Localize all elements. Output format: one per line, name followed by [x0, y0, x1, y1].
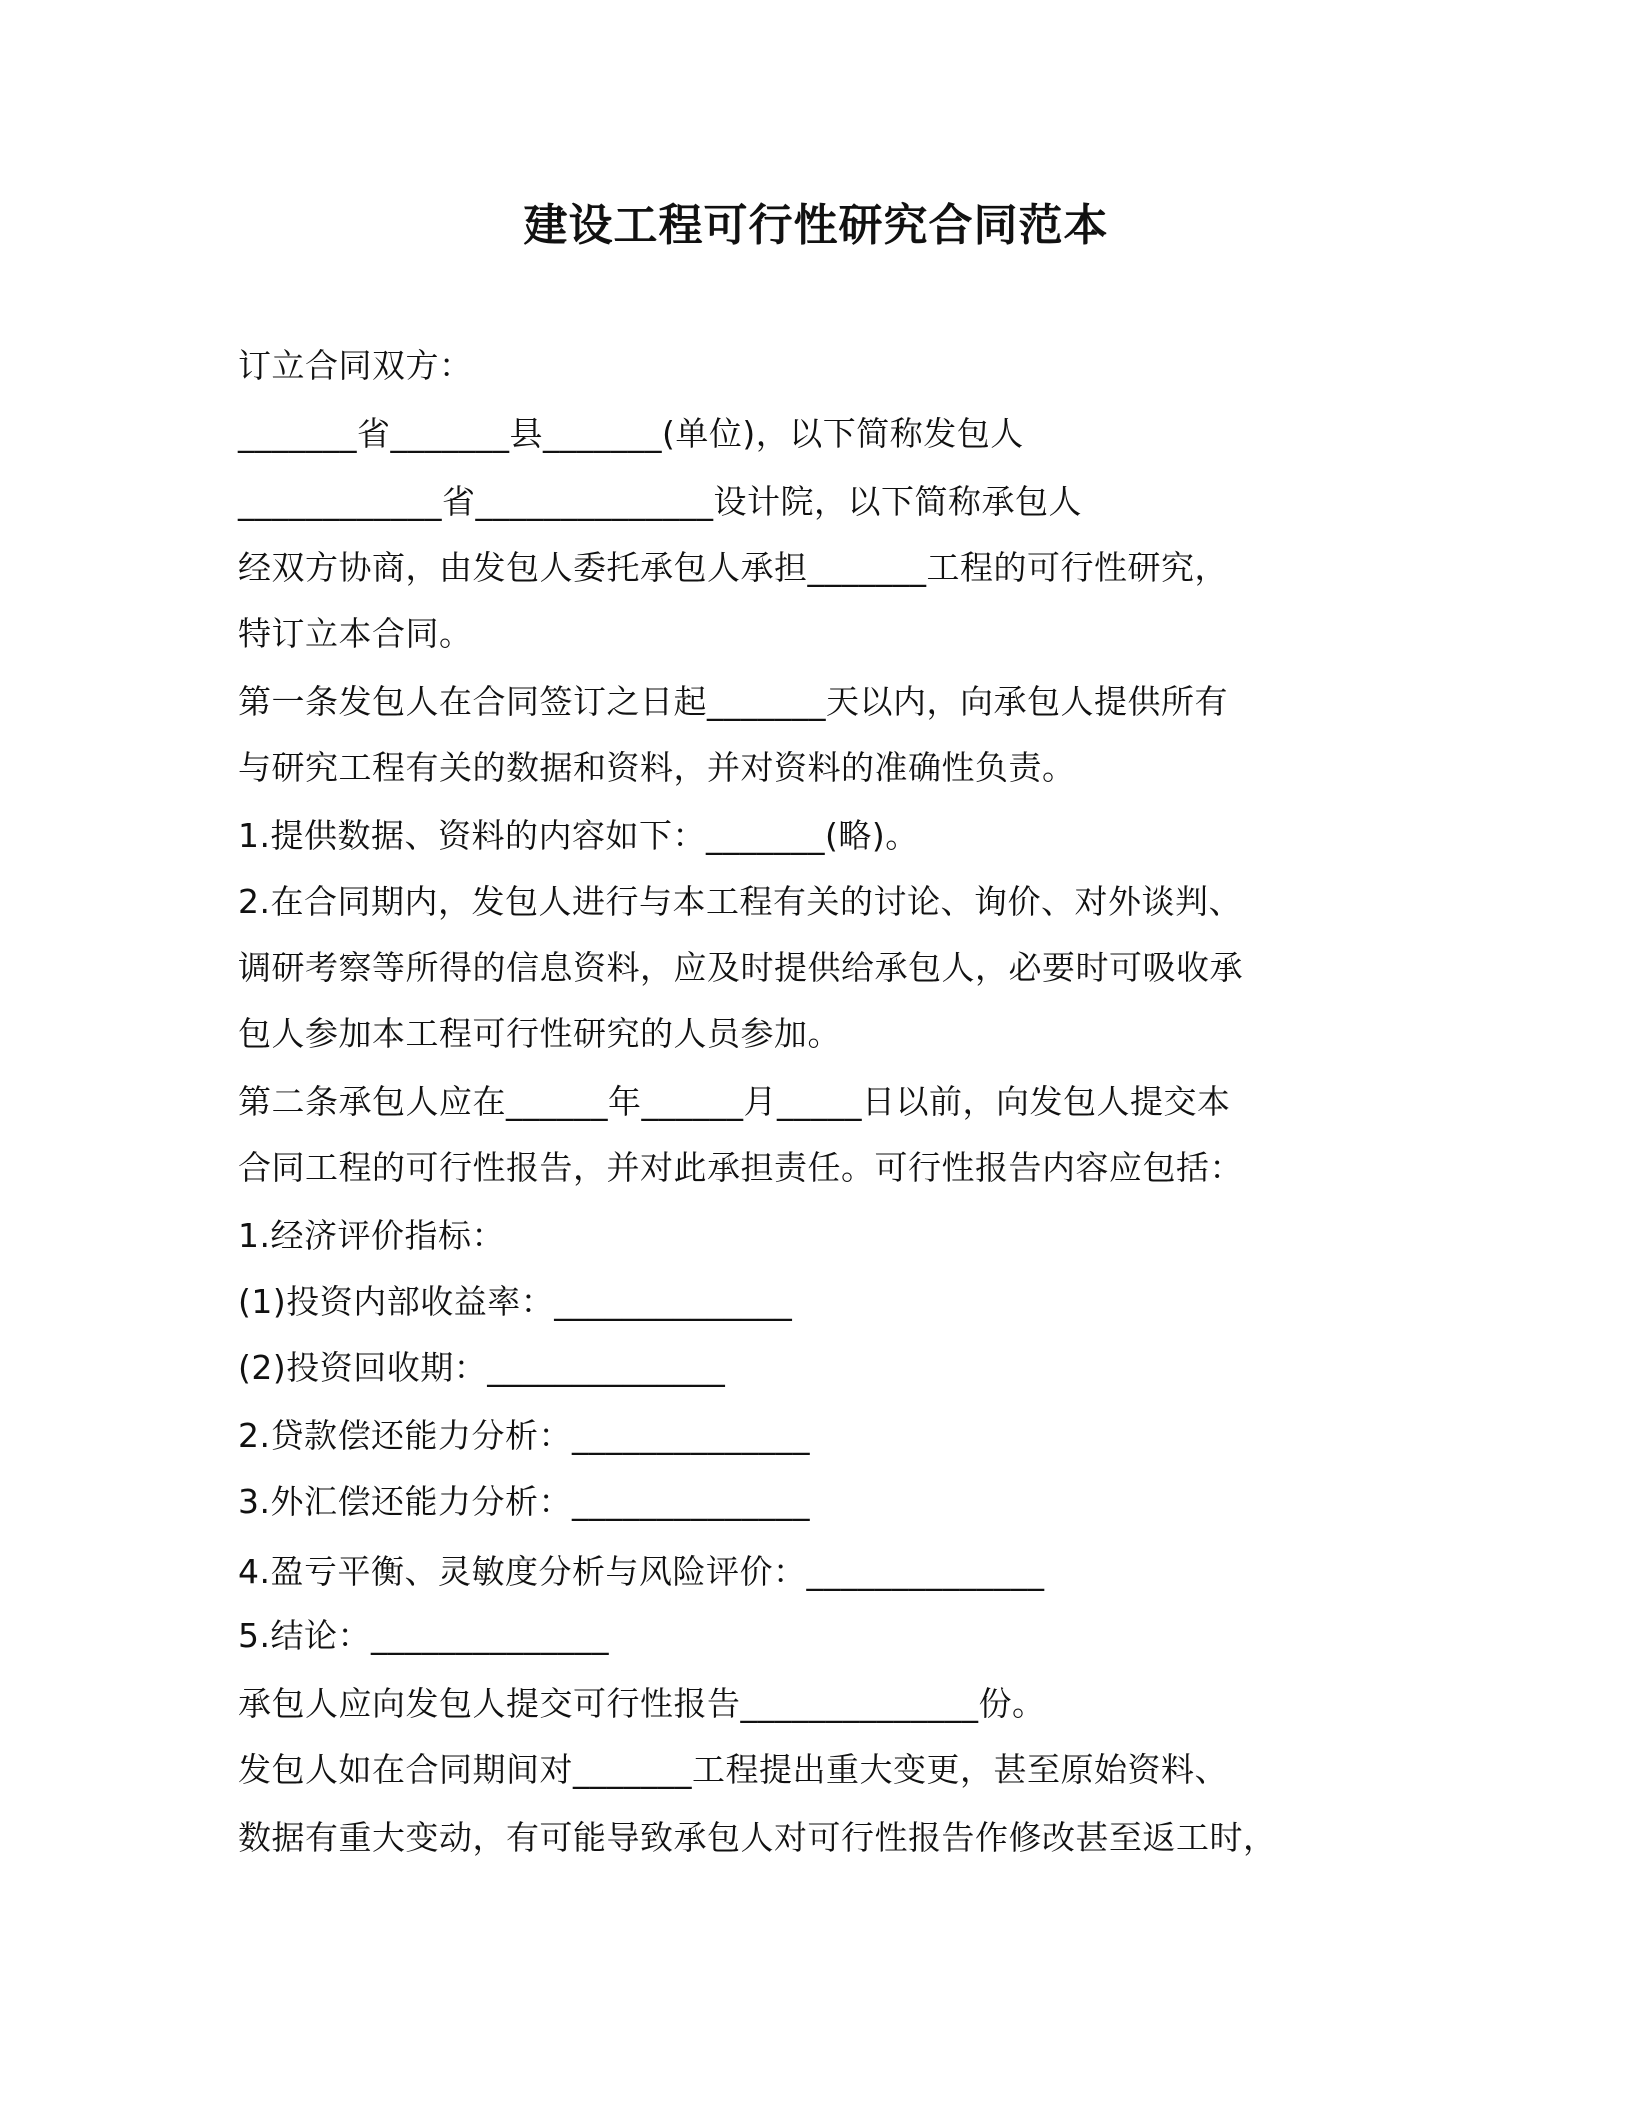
change-clause-line: 发包人如在合同期间对_______工程提出重大变更，甚至原始资料、: [238, 1750, 1228, 1789]
article-1-item-2: 包人参加本工程可行性研究的人员参加。: [238, 1014, 841, 1053]
report-item-5: 5.结论：______________: [238, 1616, 609, 1655]
body-line: 特订立本合同。: [238, 614, 473, 653]
report-item-1: 1.经济评价指标：: [238, 1216, 505, 1255]
document-title: 建设工程可行性研究合同范本: [523, 200, 1109, 251]
article-1-item-2: 2.在合同期内，发包人进行与本工程有关的讨论、询价、对外谈判、: [238, 882, 1242, 921]
contract-parties-label: 订立合同双方：: [238, 346, 473, 385]
report-item-4: 4.盈亏平衡、灵敏度分析与风险评价：______________: [238, 1552, 1045, 1591]
report-item-1-2: (2)投资回收期：______________: [238, 1348, 726, 1387]
employer-line: _______省_______县_______(单位)，以下简称发包人: [238, 414, 1024, 453]
article-1-line: 与研究工程有关的数据和资料，并对资料的准确性负责。: [238, 748, 1076, 787]
article-1-item-1: 1.提供数据、资料的内容如下：_______(略)。: [238, 816, 919, 855]
body-line: 经双方协商，由发包人委托承包人承担_______工程的可行性研究，: [238, 548, 1228, 587]
article-1-line: 第一条发包人在合同签订之日起_______天以内，向承包人提供所有: [238, 682, 1228, 721]
change-clause-line: 数据有重大变动，有可能导致承包人对可行性报告作修改甚至返工时，: [238, 1818, 1277, 1857]
article-2-line: 合同工程的可行性报告，并对此承担责任。可行性报告内容应包括：: [238, 1148, 1243, 1187]
report-item-3: 3.外汇偿还能力分析：______________: [238, 1482, 810, 1521]
article-2-line: 第二条承包人应在______年______月_____日以前，向发包人提交本: [238, 1082, 1231, 1121]
contractor-line: ____________省______________设计院，以下简称承包人: [238, 482, 1082, 521]
report-item-1-1: (1)投资内部收益率：______________: [238, 1282, 793, 1321]
article-1-item-2: 调研考察等所得的信息资料，应及时提供给承包人，必要时可吸收承: [238, 948, 1243, 987]
report-copies-line: 承包人应向发包人提交可行性报告______________份。: [238, 1684, 1046, 1723]
report-item-2: 2.贷款偿还能力分析：______________: [238, 1416, 810, 1455]
